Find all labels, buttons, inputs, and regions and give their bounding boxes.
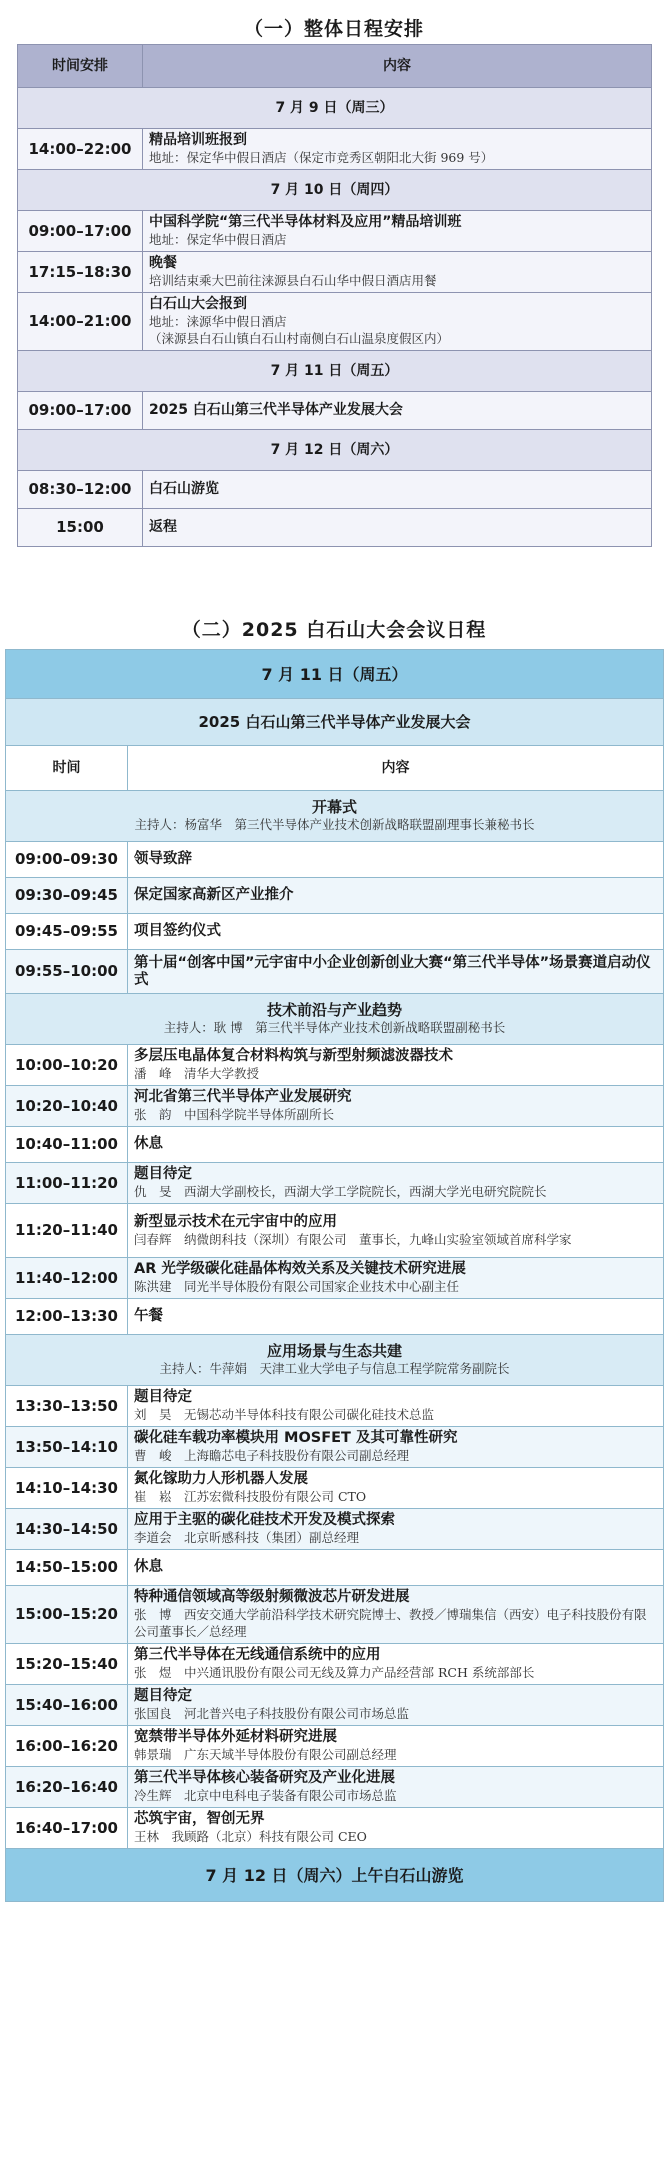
agenda-time: 13:30–13:50 (6, 1386, 128, 1427)
agenda-speaker: 潘 峰 清华大学教授 (134, 1066, 260, 1081)
agenda-header-content: 内容 (128, 746, 664, 791)
day-row (18, 351, 652, 392)
agenda-row (6, 1427, 664, 1468)
schedule-content (143, 129, 652, 170)
agenda-row (6, 1767, 664, 1808)
agenda-speaker: 冷生辉 北京中电科电子装备有限公司市场总监 (134, 1788, 397, 1803)
session-row (6, 791, 664, 842)
agenda-topic: 应用于主驱的碳化硅技术开发及模式探索 (134, 1512, 395, 1528)
agenda-time: 16:40–17:00 (6, 1808, 128, 1849)
section2-title: （二）2025 白石山大会会议日程 (181, 619, 487, 641)
agenda-row (6, 1045, 664, 1086)
agenda-content (128, 842, 664, 878)
agenda-speaker: 张国良 河北普兴电子科技股份有限公司市场总监 (134, 1706, 410, 1721)
agenda-time: 16:00–16:20 (6, 1726, 128, 1767)
schedule-item-title: 返程 (149, 519, 177, 535)
schedule-item-title: 中国科学院“第三代半导体材料及应用”精品培训班 (149, 214, 462, 230)
day-row (18, 430, 652, 471)
agenda-content (128, 1204, 664, 1258)
agenda-row (6, 1086, 664, 1127)
schedule-item-detail: （涞源县白石山镇白石山村南侧白石山温泉度假区内） (149, 331, 450, 346)
session-cell (6, 994, 664, 1045)
agenda-speaker: 王林 我顾路（北京）科技有限公司 CEO (134, 1829, 367, 1844)
agenda-topic: 午餐 (134, 1308, 163, 1324)
agenda-time: 11:00–11:20 (6, 1163, 128, 1204)
agenda-speaker: 张 煜 中兴通讯股份有限公司无线及算力产品经营部 RCH 系统部部长 (134, 1665, 535, 1680)
schedule-content (143, 211, 652, 252)
agenda-content (128, 1386, 664, 1427)
session-row (6, 1335, 664, 1386)
agenda-row (6, 1163, 664, 1204)
agenda-topic: 第三代半导体在无线通信系统中的应用 (134, 1647, 381, 1663)
agenda-content (128, 1427, 664, 1468)
schedule-time: 08:30–12:00 (18, 471, 143, 509)
day-label: 7 月 11 日（周五） (18, 351, 652, 392)
schedule-row (18, 129, 652, 170)
schedule-time: 09:00–17:00 (18, 211, 143, 252)
agenda-topic: 领导致辞 (134, 851, 192, 867)
agenda-time: 14:50–15:00 (6, 1550, 128, 1586)
agenda-row (6, 1509, 664, 1550)
schedule-content (143, 392, 652, 430)
agenda-day-band (6, 650, 664, 699)
schedule-time: 14:00–22:00 (18, 129, 143, 170)
agenda-row (6, 1468, 664, 1509)
agenda-row (6, 1726, 664, 1767)
schedule-row (18, 509, 652, 547)
agenda-time: 12:00–13:30 (6, 1299, 128, 1335)
agenda-time: 14:30–14:50 (6, 1509, 128, 1550)
agenda-speaker: 崔 崧 江苏宏微科技股份有限公司 CTO (134, 1489, 367, 1504)
agenda-speaker: 韩景瑞 广东天域半导体股份有限公司副总经理 (134, 1747, 397, 1762)
agenda-topic: 氮化镓助力人形机器人发展 (134, 1471, 308, 1487)
overall-schedule-table (17, 44, 652, 547)
agenda-time: 15:40–16:00 (6, 1685, 128, 1726)
agenda-topic: 多层压电晶体复合材料构筑与新型射频滤波器技术 (134, 1048, 453, 1064)
agenda-time: 11:40–12:00 (6, 1258, 128, 1299)
header-time: 时间安排 (18, 45, 143, 88)
agenda-time: 15:00–15:20 (6, 1586, 128, 1644)
agenda-row (6, 1299, 664, 1335)
session-title: 开幕式 (311, 798, 357, 816)
agenda-content (128, 1767, 664, 1808)
agenda-content (128, 950, 664, 994)
session-cell (6, 1335, 664, 1386)
agenda-header-row (6, 746, 664, 791)
agenda-content (128, 1086, 664, 1127)
agenda-day-label: 7 月 11 日（周五） (6, 650, 664, 699)
agenda-topic: 项目签约仪式 (134, 923, 221, 939)
agenda-time: 10:00–10:20 (6, 1045, 128, 1086)
schedule-header-row (18, 45, 652, 88)
agenda-time: 14:10–14:30 (6, 1468, 128, 1509)
agenda-time: 09:30–09:45 (6, 878, 128, 914)
agenda-content (128, 1299, 664, 1335)
agenda-time: 15:20–15:40 (6, 1644, 128, 1685)
schedule-row (18, 293, 652, 351)
day-row (18, 170, 652, 211)
agenda-header-time: 时间 (6, 746, 128, 791)
agenda-time: 13:50–14:10 (6, 1427, 128, 1468)
agenda-speaker: 仇 旻 西湖大学副校长，西湖大学工学院院长，西湖大学光电研究院院长 (134, 1184, 547, 1199)
schedule-item-title: 2025 白石山第三代半导体产业发展大会 (149, 402, 403, 418)
agenda-topic: 碳化硅车载功率模块用 MOSFET 及其可靠性研究 (134, 1430, 458, 1446)
agenda-time: 09:55–10:00 (6, 950, 128, 994)
schedule-item-title: 白石山游览 (149, 481, 219, 497)
day-label: 7 月 12 日（周六） (18, 430, 652, 471)
agenda-row (6, 878, 664, 914)
agenda-topic: 第三代半导体核心装备研究及产业化进展 (134, 1770, 395, 1786)
agenda-row (6, 1550, 664, 1586)
schedule-item-title: 精品培训班报到 (149, 132, 247, 148)
agenda-topic: 芯筑宇宙，智创无界 (134, 1811, 265, 1827)
session-host: 主持人：牛萍娟 天津工业大学电子与信息工程学院常务副院长 (159, 1361, 510, 1376)
agenda-row (6, 1586, 664, 1644)
agenda-topic: 新型显示技术在元宇宙中的应用 (134, 1213, 337, 1230)
schedule-row (18, 471, 652, 509)
session-row (6, 994, 664, 1045)
day-row (18, 88, 652, 129)
section1-title: （一）整体日程安排 (243, 18, 424, 40)
agenda-topic: AR 光学级碳化硅晶体构效关系及关键技术研究进展 (134, 1261, 466, 1277)
agenda-footer-band (6, 1849, 664, 1902)
agenda-speaker: 张 韵 中国科学院半导体所副所长 (134, 1107, 335, 1122)
schedule-item-detail: 培训结束乘大巴前往涞源县白石山华中假日酒店用餐 (149, 273, 437, 288)
agenda-row (6, 1386, 664, 1427)
agenda-speaker: 李道会 北京昕感科技（集团）副总经理 (134, 1530, 360, 1545)
agenda-content (128, 1045, 664, 1086)
agenda-time: 09:45–09:55 (6, 914, 128, 950)
schedule-content (143, 293, 652, 351)
agenda-content (128, 914, 664, 950)
agenda-speaker: 陈洪建 同光半导体股份有限公司国家企业技术中心副主任 (134, 1279, 460, 1294)
agenda-time: 11:20–11:40 (6, 1204, 128, 1258)
session-cell (6, 791, 664, 842)
agenda-topic: 河北省第三代半导体产业发展研究 (134, 1089, 352, 1105)
agenda-topic: 休息 (134, 1136, 163, 1152)
conference-band (6, 699, 664, 746)
footer-label: 7 月 12 日（周六）上午白石山游览 (6, 1849, 664, 1902)
schedule-content (143, 471, 652, 509)
schedule-row (18, 252, 652, 293)
agenda-speaker: 闫春辉 纳微朗科技（深圳）有限公司 董事长，九峰山实验室领域首席科学家 (134, 1231, 572, 1247)
agenda-content (128, 1726, 664, 1767)
agenda-topic: 题目待定 (134, 1389, 192, 1405)
header-content: 内容 (143, 45, 652, 88)
agenda-content (128, 878, 664, 914)
schedule-time: 09:00–17:00 (18, 392, 143, 430)
schedule-time: 14:00–21:00 (18, 293, 143, 351)
agenda-topic: 休息 (134, 1559, 163, 1575)
agenda-time: 16:20–16:40 (6, 1767, 128, 1808)
agenda-time: 10:20–10:40 (6, 1086, 128, 1127)
agenda-content (128, 1586, 664, 1644)
agenda-content (128, 1163, 664, 1204)
agenda-row (6, 842, 664, 878)
schedule-row (18, 392, 652, 430)
agenda-time: 09:00–09:30 (6, 842, 128, 878)
session-title: 技术前沿与产业趋势 (266, 1001, 402, 1019)
conference-name: 2025 白石山第三代半导体产业发展大会 (6, 699, 664, 746)
agenda-content (128, 1644, 664, 1685)
agenda-row (6, 950, 664, 994)
agenda-row (6, 1644, 664, 1685)
agenda-topic: 题目待定 (134, 1688, 192, 1704)
agenda-topic: 保定国家高新区产业推介 (134, 887, 294, 903)
schedule-item-title: 晚餐 (149, 255, 177, 271)
schedule-item-detail: 地址：保定华中假日酒店（保定市竞秀区朝阳北大街 969 号） (149, 150, 494, 165)
agenda-speaker: 刘 昊 无锡芯动半导体科技有限公司碳化硅技术总监 (134, 1407, 435, 1422)
schedule-time: 17:15–18:30 (18, 252, 143, 293)
agenda-row (6, 1685, 664, 1726)
agenda-row (6, 1204, 664, 1258)
agenda-topic: 宽禁带半导体外延材料研究进展 (134, 1729, 337, 1745)
agenda-row (6, 1808, 664, 1849)
session-title: 应用场景与生态共建 (266, 1342, 402, 1360)
agenda-content (128, 1550, 664, 1586)
agenda-content (128, 1127, 664, 1163)
agenda-speaker: 张 博 西安交通大学前沿科学技术研究院博士、教授／博瑞集信（西安）电子科技股份有限公司董事长／总经理 (134, 1607, 647, 1639)
agenda-content (128, 1808, 664, 1849)
agenda-content (128, 1258, 664, 1299)
agenda-row (6, 1258, 664, 1299)
conference-agenda-table (5, 649, 664, 1902)
agenda-speaker: 曹 峻 上海瞻芯电子科技股份有限公司副总经理 (134, 1448, 410, 1463)
session-host: 主持人：杨富华 第三代半导体产业技术创新战略联盟副理事长兼秘书长 (134, 817, 535, 832)
schedule-content (143, 509, 652, 547)
agenda-time: 10:40–11:00 (6, 1127, 128, 1163)
agenda-row (6, 1127, 664, 1163)
day-label: 7 月 10 日（周四） (18, 170, 652, 211)
agenda-content (128, 1468, 664, 1509)
schedule-row (18, 211, 652, 252)
schedule-time: 15:00 (18, 509, 143, 547)
agenda-topic: 特种通信领域高等级射频微波芯片研发进展 (134, 1589, 410, 1605)
schedule-item-detail: 地址：保定华中假日酒店 (149, 232, 287, 247)
agenda-topic: 第十届“创客中国”元宇宙中小企业创新创业大赛“第三代半导体”场景赛道启动仪式 (134, 954, 651, 988)
agenda-content (128, 1685, 664, 1726)
day-label: 7 月 9 日（周三） (18, 88, 652, 129)
schedule-content (143, 252, 652, 293)
schedule-item-detail: 地址：涞源华中假日酒店 (149, 314, 287, 329)
session-host: 主持人：耿 博 第三代半导体产业技术创新战略联盟副秘书长 (163, 1020, 506, 1035)
schedule-item-title: 白石山大会报到 (149, 296, 247, 312)
agenda-topic: 题目待定 (134, 1166, 192, 1182)
agenda-content (128, 1509, 664, 1550)
agenda-row (6, 914, 664, 950)
